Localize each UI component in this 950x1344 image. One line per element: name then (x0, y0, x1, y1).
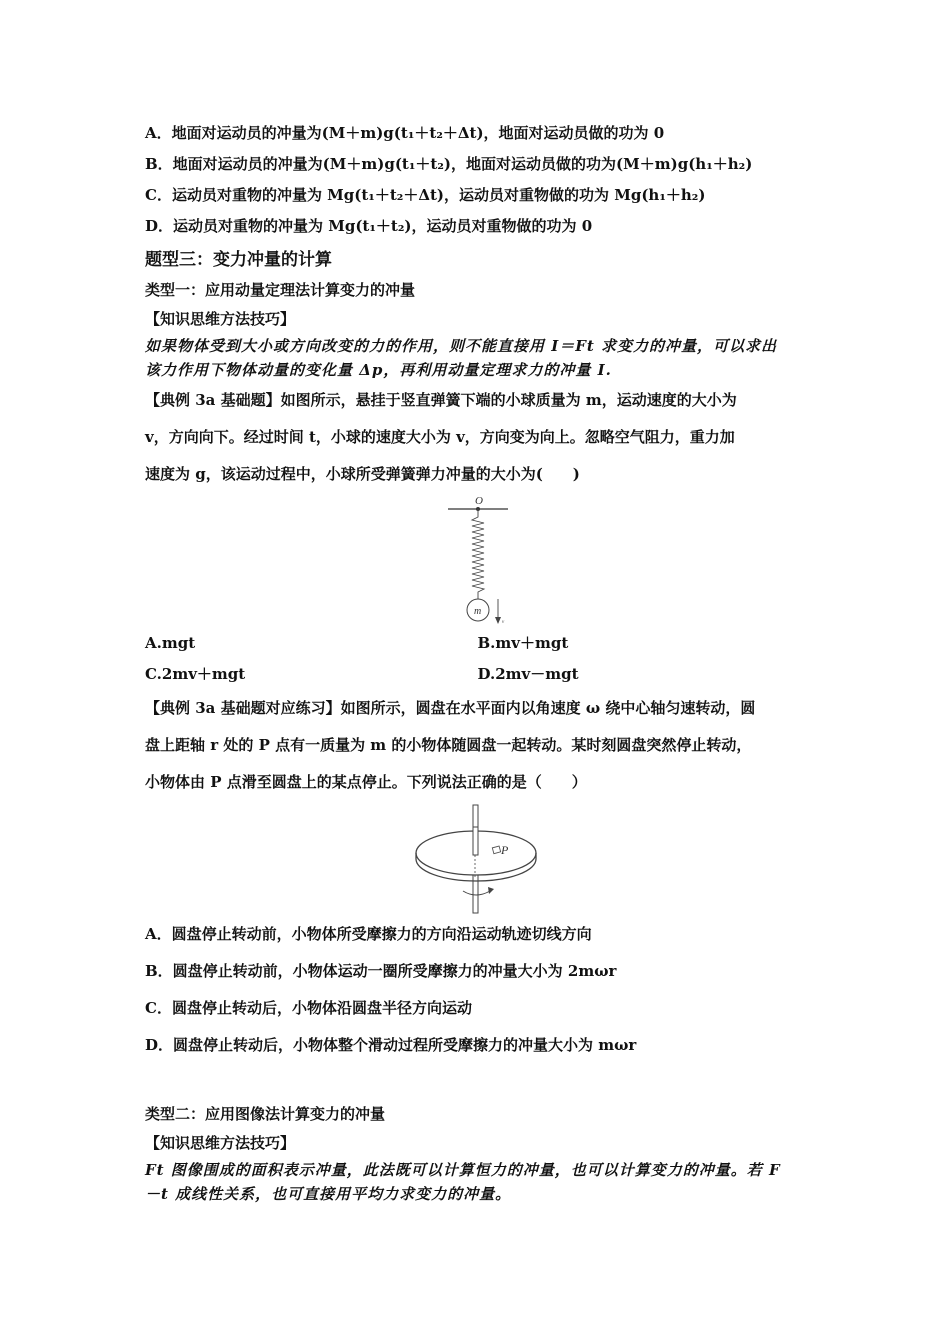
practice-option-a: A．圆盘停止转动前，小物体所受摩擦力的方向沿运动轨迹切线方向 (145, 925, 592, 943)
label-p: P (500, 843, 508, 857)
option-b: B.mv＋mgt (477, 634, 569, 652)
type1-tip-title: 【知识思维方法技巧】 (145, 310, 296, 328)
spring-diagram (418, 493, 538, 628)
type2-tip-title: 【知识思维方法技巧】 (145, 1134, 296, 1152)
axis-rod-top (473, 827, 478, 855)
practice-line1: 【典例 3a 基础题对应练习】如图所示，圆盘在水平面内以角速度 ω 绕中心轴匀速转动，圆 (145, 699, 756, 717)
practice-option-d: D．圆盘停止转动后，小物体整个滑动过程所受摩擦力的冲量大小为 mωr (145, 1036, 637, 1054)
small-object (492, 846, 500, 854)
spring-coil (472, 509, 484, 599)
disk-figure (145, 801, 810, 916)
rotation-arrow-head (488, 887, 494, 894)
label-m: m (473, 606, 481, 617)
practice-line3: 小物体由 P 点滑至圆盘上的某点停止。下列说法正确的是（ ） (145, 773, 587, 791)
type1-title: 类型一：应用动量定理法计算变力的冲量 (145, 281, 416, 299)
options-row-2 (145, 659, 810, 690)
type1-tip-line1: 如果物体受到大小或方向改变的力的作用，则不能直接用 I＝Ft 求变力的冲量，可以求出 (145, 337, 778, 355)
type1-tip-line2: 该力作用下物体动量的变化量 Δp，再利用动量定理求力的冲量 I. (145, 361, 612, 379)
option-d-prev: D．运动员对重物的冲量为 Mg(t₁＋t₂)，运动员对重物做的功为 0 (145, 217, 593, 235)
practice-option-c: C．圆盘停止转动后，小物体沿圆盘半径方向运动 (145, 999, 472, 1017)
options-row-1 (145, 628, 810, 659)
type2-title: 类型二：应用图像法计算变力的冲量 (145, 1105, 386, 1123)
practice-option-b: B．圆盘停止转动前，小物体运动一圈所受摩擦力的冲量大小为 2mωr (145, 962, 617, 980)
option-c-prev: C．运动员对重物的冲量为 Mg(t₁＋t₂＋Δt)，运动员对重物做的功为 Mg(h₁＋h₂) (145, 186, 706, 204)
practice-line2: 盘上距轴 r 处的 P 点有一质量为 m 的小物体随圆盘一起转动。某时刻圆盘突然停止转动， (145, 736, 752, 754)
disk-diagram (408, 801, 548, 916)
option-d: D.2mv－mgt (477, 665, 579, 683)
example-3a-line3: 速度为 g，该运动过程中，小球所受弹簧弹力冲量的大小为( ) (145, 465, 580, 483)
label-o: O (474, 495, 483, 507)
section-title: 题型三：变力冲量的计算 (145, 250, 332, 270)
document-page (145, 118, 810, 1206)
example-3a-line1: 【典例 3a 基础题】如图所示，悬挂于竖直弹簧下端的小球质量为 m，运动速度的大小为 (145, 391, 737, 409)
option-a: A.mgt (145, 634, 196, 652)
spring-figure (145, 493, 810, 628)
option-b-prev: B．地面对运动员的冲量为(M＋m)g(t₁＋t₂)，地面对运动员做的功为(M＋m)g(h₁＋h₂) (145, 155, 753, 173)
label-v: v (501, 620, 504, 625)
option-a-prev: A．地面对运动员的冲量为(M＋m)g(t₁＋t₂＋Δt)，地面对运动员做的功为 0 (145, 124, 665, 142)
type2-tip-line1: Ft 图像围成的面积表示冲量，此法既可以计算恒力的冲量，也可以计算变力的冲量。若 F (145, 1161, 781, 1179)
example-3a-line2: v，方向向下。经过时间 t，小球的速度大小为 v，方向变为向上。忽略空气阻力，重力加 (145, 428, 735, 446)
option-c: C.2mv＋mgt (145, 665, 246, 683)
velocity-arrow-head (495, 617, 501, 624)
type2-tip-line2: －t 成线性关系，也可直接用平均力求变力的冲量。 (145, 1185, 512, 1203)
